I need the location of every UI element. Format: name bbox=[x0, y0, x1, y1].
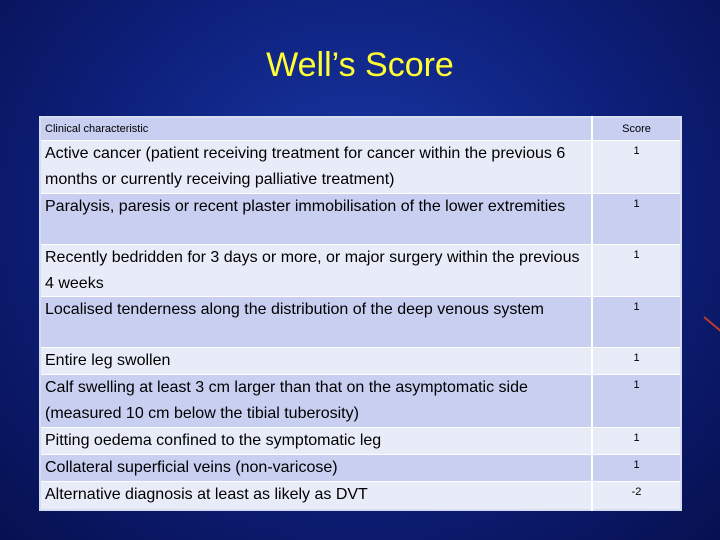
header-score: Score bbox=[592, 117, 681, 141]
characteristic-cell: Recently bedridden for 3 days or more, or major surgery within the previous 4 weeks bbox=[40, 245, 592, 297]
table-header-row bbox=[40, 117, 681, 141]
score-cell: 1 bbox=[592, 375, 681, 428]
characteristic-cell: Localised tenderness along the distribution of the deep venous system bbox=[40, 297, 592, 348]
page-title: Well’s Score bbox=[266, 46, 454, 84]
table-row bbox=[40, 428, 681, 455]
table-row bbox=[40, 375, 681, 428]
table-row bbox=[40, 141, 681, 194]
characteristic-cell: Active cancer (patient receiving treatment for cancer within the previous 6 months or currently receiving palliative treatment) bbox=[40, 141, 592, 194]
table-row bbox=[40, 194, 681, 245]
table-row bbox=[40, 455, 681, 482]
decorative-line bbox=[703, 316, 720, 337]
characteristic-cell: Alternative diagnosis at least as likely as DVT bbox=[40, 482, 592, 510]
score-cell: 1 bbox=[592, 194, 681, 245]
score-cell: -2 bbox=[592, 482, 681, 510]
characteristic-cell: Paralysis, paresis or recent plaster immobilisation of the lower extremities bbox=[40, 194, 592, 245]
score-cell: 1 bbox=[592, 348, 681, 375]
score-cell: 1 bbox=[592, 245, 681, 297]
score-cell: 1 bbox=[592, 141, 681, 194]
characteristic-cell: Calf swelling at least 3 cm larger than that on the asymptomatic side (measured 10 cm below the tibial tuberosity) bbox=[40, 375, 592, 428]
score-cell: 1 bbox=[592, 455, 681, 482]
score-cell: 1 bbox=[592, 297, 681, 348]
table-row bbox=[40, 245, 681, 297]
score-cell: 1 bbox=[592, 428, 681, 455]
table-row bbox=[40, 348, 681, 375]
characteristic-cell: Pitting oedema confined to the symptomatic leg bbox=[40, 428, 592, 455]
table-row bbox=[40, 297, 681, 348]
characteristic-cell: Entire leg swollen bbox=[40, 348, 592, 375]
characteristic-cell: Collateral superficial veins (non-varicose) bbox=[40, 455, 592, 482]
header-characteristic: Clinical characteristic bbox=[40, 117, 592, 141]
table-row bbox=[40, 482, 681, 510]
wells-score-table bbox=[39, 116, 682, 511]
